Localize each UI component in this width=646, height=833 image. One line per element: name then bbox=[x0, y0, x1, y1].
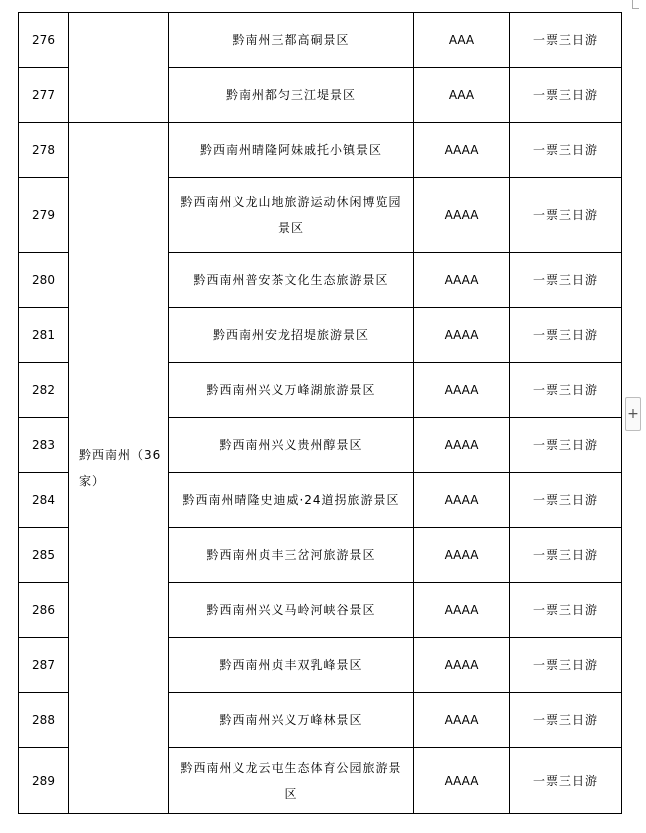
scenic-spot-name: 黔西南州普安茶文化生态旅游景区 bbox=[169, 253, 414, 308]
ticket-policy: 一票三日游 bbox=[510, 308, 622, 363]
ticket-policy: 一票三日游 bbox=[510, 123, 622, 178]
row-number: 285 bbox=[19, 528, 69, 583]
grade-level: AAAA bbox=[414, 638, 510, 693]
row-number: 283 bbox=[19, 418, 69, 473]
ticket-policy: 一票三日游 bbox=[510, 473, 622, 528]
table-row bbox=[19, 13, 622, 68]
ticket-policy: 一票三日游 bbox=[510, 693, 622, 748]
ticket-policy: 一票三日游 bbox=[510, 748, 622, 814]
scenic-spot-name: 黔西南州兴义万峰林景区 bbox=[169, 693, 414, 748]
scenic-spot-name: 黔南州都匀三江堤景区 bbox=[169, 68, 414, 123]
row-number: 281 bbox=[19, 308, 69, 363]
scenic-spots-table bbox=[18, 12, 622, 814]
grade-level: AAAA bbox=[414, 178, 510, 253]
plus-icon: + bbox=[627, 406, 639, 422]
ticket-policy: 一票三日游 bbox=[510, 253, 622, 308]
grade-level: AAAA bbox=[414, 693, 510, 748]
ticket-policy: 一票三日游 bbox=[510, 418, 622, 473]
ticket-policy: 一票三日游 bbox=[510, 13, 622, 68]
row-number: 284 bbox=[19, 473, 69, 528]
grade-level: AAAA bbox=[414, 748, 510, 814]
row-number: 288 bbox=[19, 693, 69, 748]
add-row-button[interactable] bbox=[625, 397, 641, 431]
row-number: 282 bbox=[19, 363, 69, 418]
scenic-spot-name: 黔西南州晴隆史迪威·24道拐旅游景区 bbox=[169, 473, 414, 528]
scenic-spot-name: 黔西南州晴隆阿妹戚托小镇景区 bbox=[169, 123, 414, 178]
ticket-policy: 一票三日游 bbox=[510, 68, 622, 123]
row-number: 277 bbox=[19, 68, 69, 123]
grade-level: AAAA bbox=[414, 418, 510, 473]
ticket-policy: 一票三日游 bbox=[510, 363, 622, 418]
ticket-policy: 一票三日游 bbox=[510, 178, 622, 253]
ticket-policy: 一票三日游 bbox=[510, 528, 622, 583]
ticket-policy: 一票三日游 bbox=[510, 583, 622, 638]
ticket-policy: 一票三日游 bbox=[510, 638, 622, 693]
table-row bbox=[19, 123, 622, 178]
scenic-spot-name: 黔西南州义龙山地旅游运动休闲博览园景区 bbox=[169, 178, 414, 253]
grade-level: AAAA bbox=[414, 528, 510, 583]
row-number: 289 bbox=[19, 748, 69, 814]
scenic-spot-name: 黔西南州贞丰三岔河旅游景区 bbox=[169, 528, 414, 583]
grade-level: AAAA bbox=[414, 308, 510, 363]
grade-level: AAAA bbox=[414, 363, 510, 418]
grade-level: AAAA bbox=[414, 123, 510, 178]
region-cell: 黔西南州（36家） bbox=[69, 123, 169, 814]
row-number: 287 bbox=[19, 638, 69, 693]
grade-level: AAA bbox=[414, 68, 510, 123]
page-corner-marker bbox=[632, 0, 639, 9]
scenic-spot-name: 黔西南州兴义万峰湖旅游景区 bbox=[169, 363, 414, 418]
region-cell bbox=[69, 13, 169, 123]
row-number: 278 bbox=[19, 123, 69, 178]
scenic-spot-name: 黔西南州兴义马岭河峡谷景区 bbox=[169, 583, 414, 638]
grade-level: AAAA bbox=[414, 473, 510, 528]
grade-level: AAAA bbox=[414, 253, 510, 308]
scenic-spot-name: 黔南州三都高硐景区 bbox=[169, 13, 414, 68]
scenic-spot-name: 黔西南州义龙云屯生态体育公园旅游景区 bbox=[169, 748, 414, 814]
row-number: 286 bbox=[19, 583, 69, 638]
row-number: 280 bbox=[19, 253, 69, 308]
row-number: 276 bbox=[19, 13, 69, 68]
scenic-spot-name: 黔西南州贞丰双乳峰景区 bbox=[169, 638, 414, 693]
scenic-spot-name: 黔西南州兴义贵州醇景区 bbox=[169, 418, 414, 473]
row-number: 279 bbox=[19, 178, 69, 253]
grade-level: AAAA bbox=[414, 583, 510, 638]
grade-level: AAA bbox=[414, 13, 510, 68]
scenic-spot-name: 黔西南州安龙招堤旅游景区 bbox=[169, 308, 414, 363]
